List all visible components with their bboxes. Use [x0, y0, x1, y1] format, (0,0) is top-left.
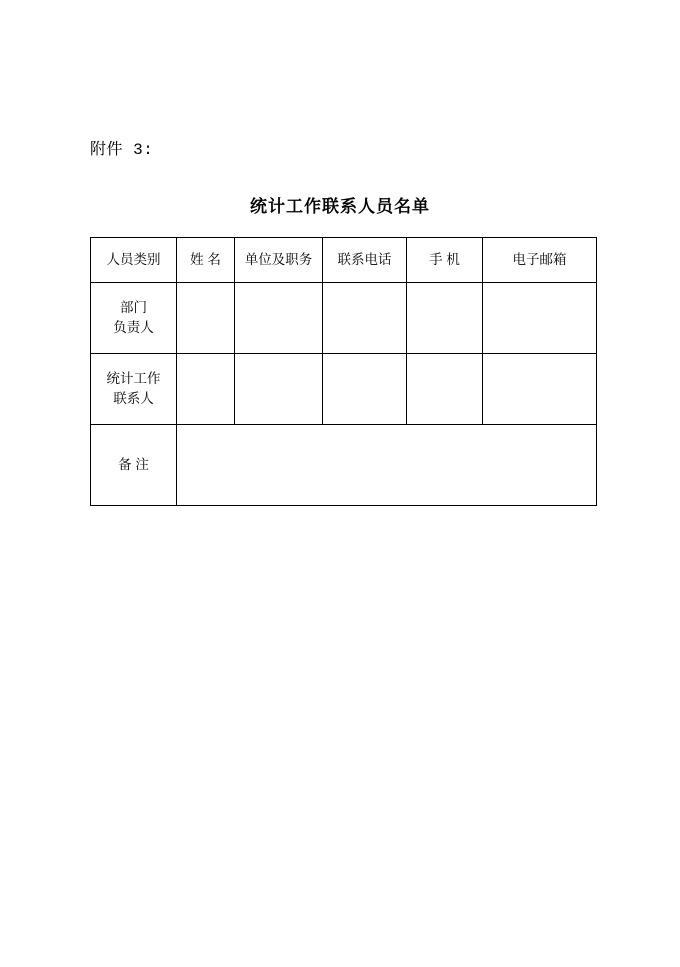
cell-phone[interactable]: [323, 354, 407, 425]
cell-unit-position[interactable]: [235, 354, 323, 425]
attachment-label: 附件 3:: [90, 141, 154, 159]
column-header-unit-position: 单位及职务: [235, 238, 323, 283]
cell-remark-value[interactable]: [177, 425, 597, 506]
column-header-name: 姓 名: [177, 238, 235, 283]
row-label-line-1: 统计工作: [106, 371, 161, 387]
table-row: [91, 283, 597, 354]
page-title: 统计工作联系人员名单: [250, 197, 430, 216]
row-label-line-1: 部门: [120, 300, 147, 316]
table-header-row: [91, 238, 597, 283]
column-header-mobile: 手 机: [407, 238, 483, 283]
cell-mobile[interactable]: [407, 354, 483, 425]
column-header-email: 电子邮箱: [483, 238, 597, 283]
table-row: [91, 354, 597, 425]
contact-table-wrapper: [90, 237, 596, 506]
cell-phone[interactable]: [323, 283, 407, 354]
row-label-line-2: 负责人: [113, 320, 154, 335]
row-label-remark: 备 注: [91, 425, 177, 506]
cell-email[interactable]: [483, 354, 597, 425]
cell-name[interactable]: [177, 283, 235, 354]
cell-email[interactable]: [483, 283, 597, 354]
column-header-category: 人员类别: [91, 238, 177, 283]
column-header-phone: 联系电话: [323, 238, 407, 283]
row-label-department-head: [91, 283, 177, 354]
row-label-statistics-contact: [91, 354, 177, 425]
cell-unit-position[interactable]: [235, 283, 323, 354]
cell-name[interactable]: [177, 354, 235, 425]
contact-table: [90, 237, 597, 506]
cell-mobile[interactable]: [407, 283, 483, 354]
row-label-line-2: 联系人: [113, 391, 154, 406]
table-remark-row: [91, 425, 597, 506]
